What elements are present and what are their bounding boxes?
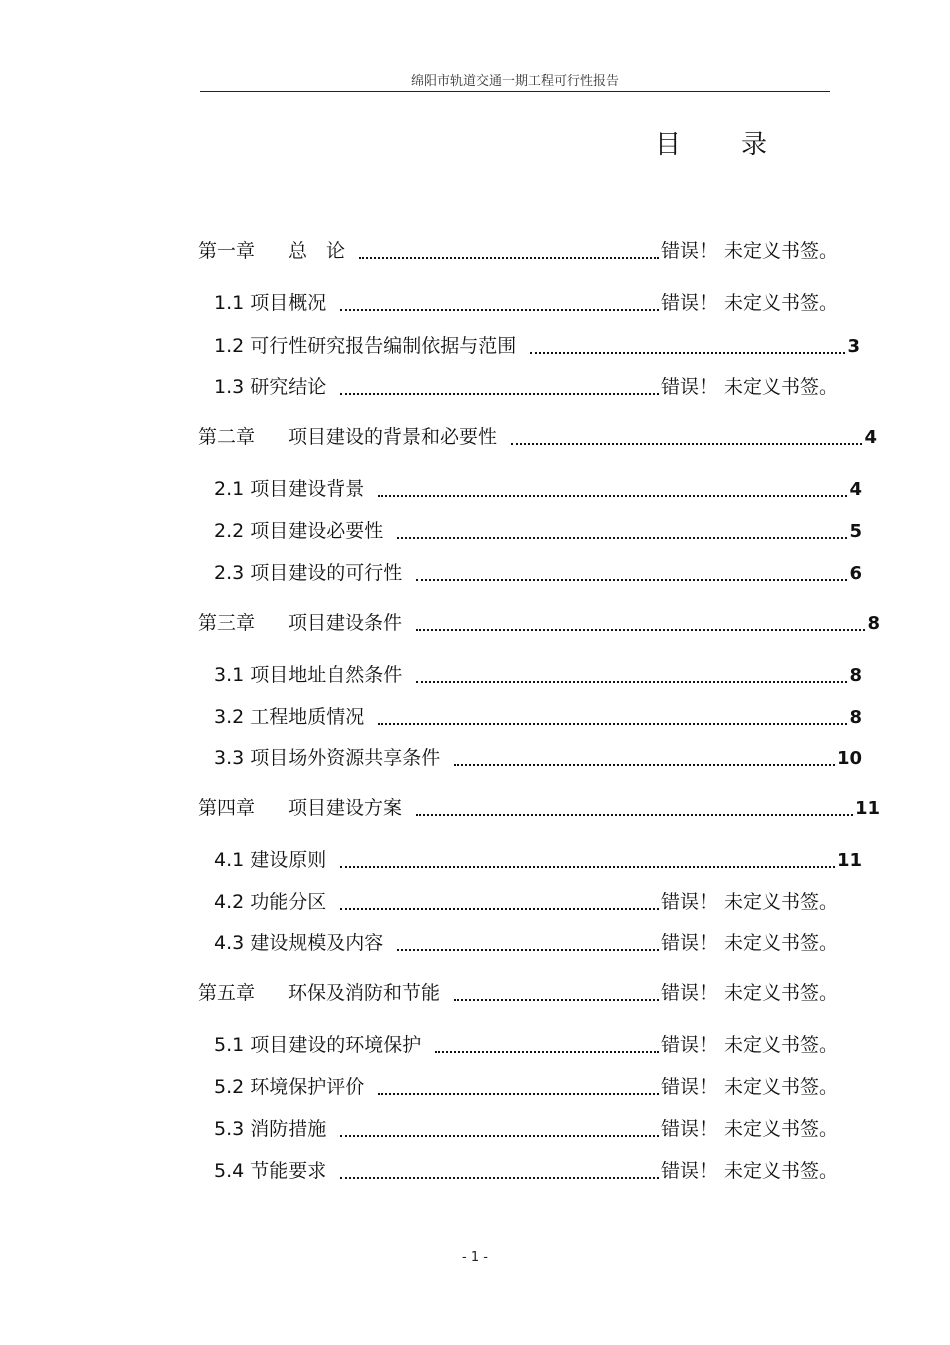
dot-leader bbox=[397, 537, 847, 539]
running-header: 绵阳市轨道交通一期工程可行性报告 bbox=[410, 74, 619, 89]
toc-section-entry[interactable] bbox=[214, 372, 838, 402]
toc-entry-page: 11 bbox=[854, 798, 880, 819]
toc-entry-label bbox=[214, 516, 383, 543]
toc-chapter-entry[interactable] bbox=[198, 608, 880, 638]
toc-entry-label bbox=[214, 1030, 421, 1057]
toc-entry-page: 错误！ 未定义书签。 bbox=[660, 240, 838, 262]
toc-entry-number: 1.3 bbox=[214, 376, 245, 398]
toc-entry-number: 第五章 bbox=[198, 982, 256, 1004]
toc-entry-page: 错误！ 未定义书签。 bbox=[660, 376, 838, 398]
toc-entry-label bbox=[198, 978, 440, 1005]
toc-entry-number: 第四章 bbox=[198, 797, 256, 819]
toc-section-entry[interactable] bbox=[214, 558, 862, 588]
toc-entry-number: 4.1 bbox=[214, 849, 245, 871]
dot-leader bbox=[416, 681, 847, 683]
dot-leader bbox=[378, 723, 847, 725]
toc-section-entry[interactable] bbox=[214, 474, 862, 504]
toc-entry-number: 第二章 bbox=[198, 426, 256, 448]
dot-leader bbox=[378, 1093, 659, 1095]
toc-section-entry[interactable] bbox=[214, 743, 862, 773]
toc-entry-page: 8 bbox=[849, 707, 862, 728]
dot-leader bbox=[416, 629, 865, 631]
toc-entry-label bbox=[214, 558, 402, 585]
toc-entry-text: 总 论 bbox=[288, 240, 346, 262]
toc-entry-text: 项目建设的环境保护 bbox=[250, 1034, 422, 1056]
toc-entry-page: 4 bbox=[849, 479, 862, 500]
toc-section-entry[interactable] bbox=[214, 1030, 838, 1060]
toc-entry-text: 项目建设方案 bbox=[288, 797, 403, 819]
toc-entry-page: 8 bbox=[849, 665, 862, 686]
toc-entry-label bbox=[214, 1156, 326, 1183]
toc-entry-page: 5 bbox=[849, 521, 862, 542]
toc-entry-number: 4.3 bbox=[214, 932, 245, 954]
toc-entry-number: 2.1 bbox=[214, 478, 245, 500]
page-number: - 1 - bbox=[462, 1250, 488, 1265]
toc-entry-page: 错误！ 未定义书签。 bbox=[660, 891, 838, 913]
toc-entry-label bbox=[198, 608, 402, 635]
toc-entry-text: 项目建设背景 bbox=[250, 478, 365, 500]
toc-entry-page: 错误！ 未定义书签。 bbox=[660, 1076, 838, 1098]
toc-entry-number: 1.1 bbox=[214, 292, 245, 314]
toc-entry-page: 错误！ 未定义书签。 bbox=[660, 932, 838, 954]
toc-entry-page: 6 bbox=[849, 563, 862, 584]
toc-section-entry[interactable] bbox=[214, 288, 838, 318]
toc-entry-number: 5.3 bbox=[214, 1118, 245, 1140]
toc-entry-page: 8 bbox=[867, 613, 880, 634]
toc-entry-number: 3.2 bbox=[214, 706, 245, 728]
dot-leader bbox=[340, 908, 659, 910]
toc-entry-label bbox=[214, 928, 383, 955]
toc-entry-number: 4.2 bbox=[214, 891, 245, 913]
toc-entry-text: 功能分区 bbox=[250, 891, 327, 913]
toc-title: 目录 bbox=[655, 130, 828, 160]
toc-entry-number: 2.2 bbox=[214, 520, 245, 542]
toc-entry-number: 第一章 bbox=[198, 240, 256, 262]
toc-entry-page: 错误！ 未定义书签。 bbox=[660, 1034, 838, 1056]
toc-entry-page: 11 bbox=[836, 850, 862, 871]
toc-entry-label bbox=[214, 288, 326, 315]
toc-entry-label bbox=[214, 660, 402, 687]
dot-leader bbox=[359, 257, 659, 259]
toc-entry-text: 项目建设的背景和必要性 bbox=[288, 426, 498, 448]
toc-entry-number: 1.2 bbox=[214, 335, 245, 357]
toc-entry-label bbox=[214, 743, 440, 770]
dot-leader bbox=[416, 579, 847, 581]
toc-entry-label bbox=[198, 422, 497, 449]
dot-leader bbox=[340, 866, 835, 868]
toc-chapter-entry[interactable] bbox=[198, 236, 838, 266]
toc-entry-number: 3.3 bbox=[214, 747, 245, 769]
dot-leader bbox=[511, 443, 862, 445]
toc-entry-text: 项目建设的可行性 bbox=[250, 562, 403, 584]
toc-entry-number: 5.1 bbox=[214, 1034, 245, 1056]
toc-section-entry[interactable] bbox=[214, 1156, 838, 1186]
toc-entry-page: 3 bbox=[847, 336, 860, 357]
toc-section-entry[interactable] bbox=[214, 928, 838, 958]
toc-chapter-entry[interactable] bbox=[198, 422, 877, 452]
toc-section-entry[interactable] bbox=[214, 1072, 838, 1102]
toc-entry-page: 10 bbox=[836, 748, 862, 769]
toc-entry-page: 错误！ 未定义书签。 bbox=[660, 1118, 838, 1140]
toc-entry-text: 环保及消防和节能 bbox=[288, 982, 441, 1004]
toc-entry-page: 错误！ 未定义书签。 bbox=[660, 982, 838, 1004]
toc-entry-label bbox=[214, 372, 326, 399]
toc-entry-label bbox=[214, 1072, 364, 1099]
dot-leader bbox=[397, 949, 659, 951]
dot-leader bbox=[454, 999, 659, 1001]
toc-section-entry[interactable] bbox=[214, 887, 838, 917]
toc-entry-label bbox=[214, 845, 326, 872]
dot-leader bbox=[454, 764, 835, 766]
toc-section-entry[interactable] bbox=[214, 845, 862, 875]
dot-leader bbox=[340, 1177, 659, 1179]
dot-leader bbox=[340, 309, 659, 311]
toc-entry-number: 2.3 bbox=[214, 562, 245, 584]
toc-section-entry[interactable] bbox=[214, 1114, 838, 1144]
toc-entry-number: 3.1 bbox=[214, 664, 245, 686]
toc-entry-text: 可行性研究报告编制依据与范围 bbox=[250, 335, 517, 357]
toc-entry-label bbox=[214, 331, 516, 358]
toc-section-entry[interactable] bbox=[214, 660, 862, 690]
header-rule bbox=[200, 91, 830, 92]
dot-leader bbox=[435, 1051, 659, 1053]
dot-leader bbox=[530, 352, 845, 354]
toc-entry-text: 建设规模及内容 bbox=[250, 932, 384, 954]
dot-leader bbox=[416, 814, 853, 816]
toc-entry-text: 环境保护评价 bbox=[250, 1076, 365, 1098]
toc-entry-text: 研究结论 bbox=[250, 376, 327, 398]
toc-entry-page: 错误！ 未定义书签。 bbox=[660, 1160, 838, 1182]
toc-entry-number: 5.4 bbox=[214, 1160, 245, 1182]
toc-entry-text: 建设原则 bbox=[250, 849, 327, 871]
toc-entry-page: 错误！ 未定义书签。 bbox=[660, 292, 838, 314]
toc-entry-label bbox=[198, 236, 345, 263]
toc-chapter-entry[interactable] bbox=[198, 978, 838, 1008]
toc-entry-number: 5.2 bbox=[214, 1076, 245, 1098]
toc-entry-text: 节能要求 bbox=[250, 1160, 327, 1182]
toc-entry-page: 4 bbox=[864, 427, 877, 448]
dot-leader bbox=[340, 1135, 659, 1137]
toc-entry-text: 项目地址自然条件 bbox=[250, 664, 403, 686]
dot-leader bbox=[340, 393, 659, 395]
toc-entry-text: 项目概况 bbox=[250, 292, 327, 314]
toc-entry-label bbox=[214, 474, 364, 501]
toc-section-entry[interactable] bbox=[214, 331, 860, 361]
toc-entry-text: 项目建设条件 bbox=[288, 612, 403, 634]
toc-chapter-entry[interactable] bbox=[198, 793, 880, 823]
toc-entry-label bbox=[214, 887, 326, 914]
toc-entry-label bbox=[214, 1114, 326, 1141]
dot-leader bbox=[378, 495, 847, 497]
toc-entry-label bbox=[214, 702, 364, 729]
toc-entry-label bbox=[198, 793, 402, 820]
toc-entry-text: 消防措施 bbox=[250, 1118, 327, 1140]
toc-section-entry[interactable] bbox=[214, 516, 862, 546]
toc-entry-text: 项目场外资源共享条件 bbox=[250, 747, 441, 769]
toc-entry-text: 项目建设必要性 bbox=[250, 520, 384, 542]
toc-section-entry[interactable] bbox=[214, 702, 862, 732]
toc-entry-text: 工程地质情况 bbox=[250, 706, 365, 728]
toc-entry-number: 第三章 bbox=[198, 612, 256, 634]
